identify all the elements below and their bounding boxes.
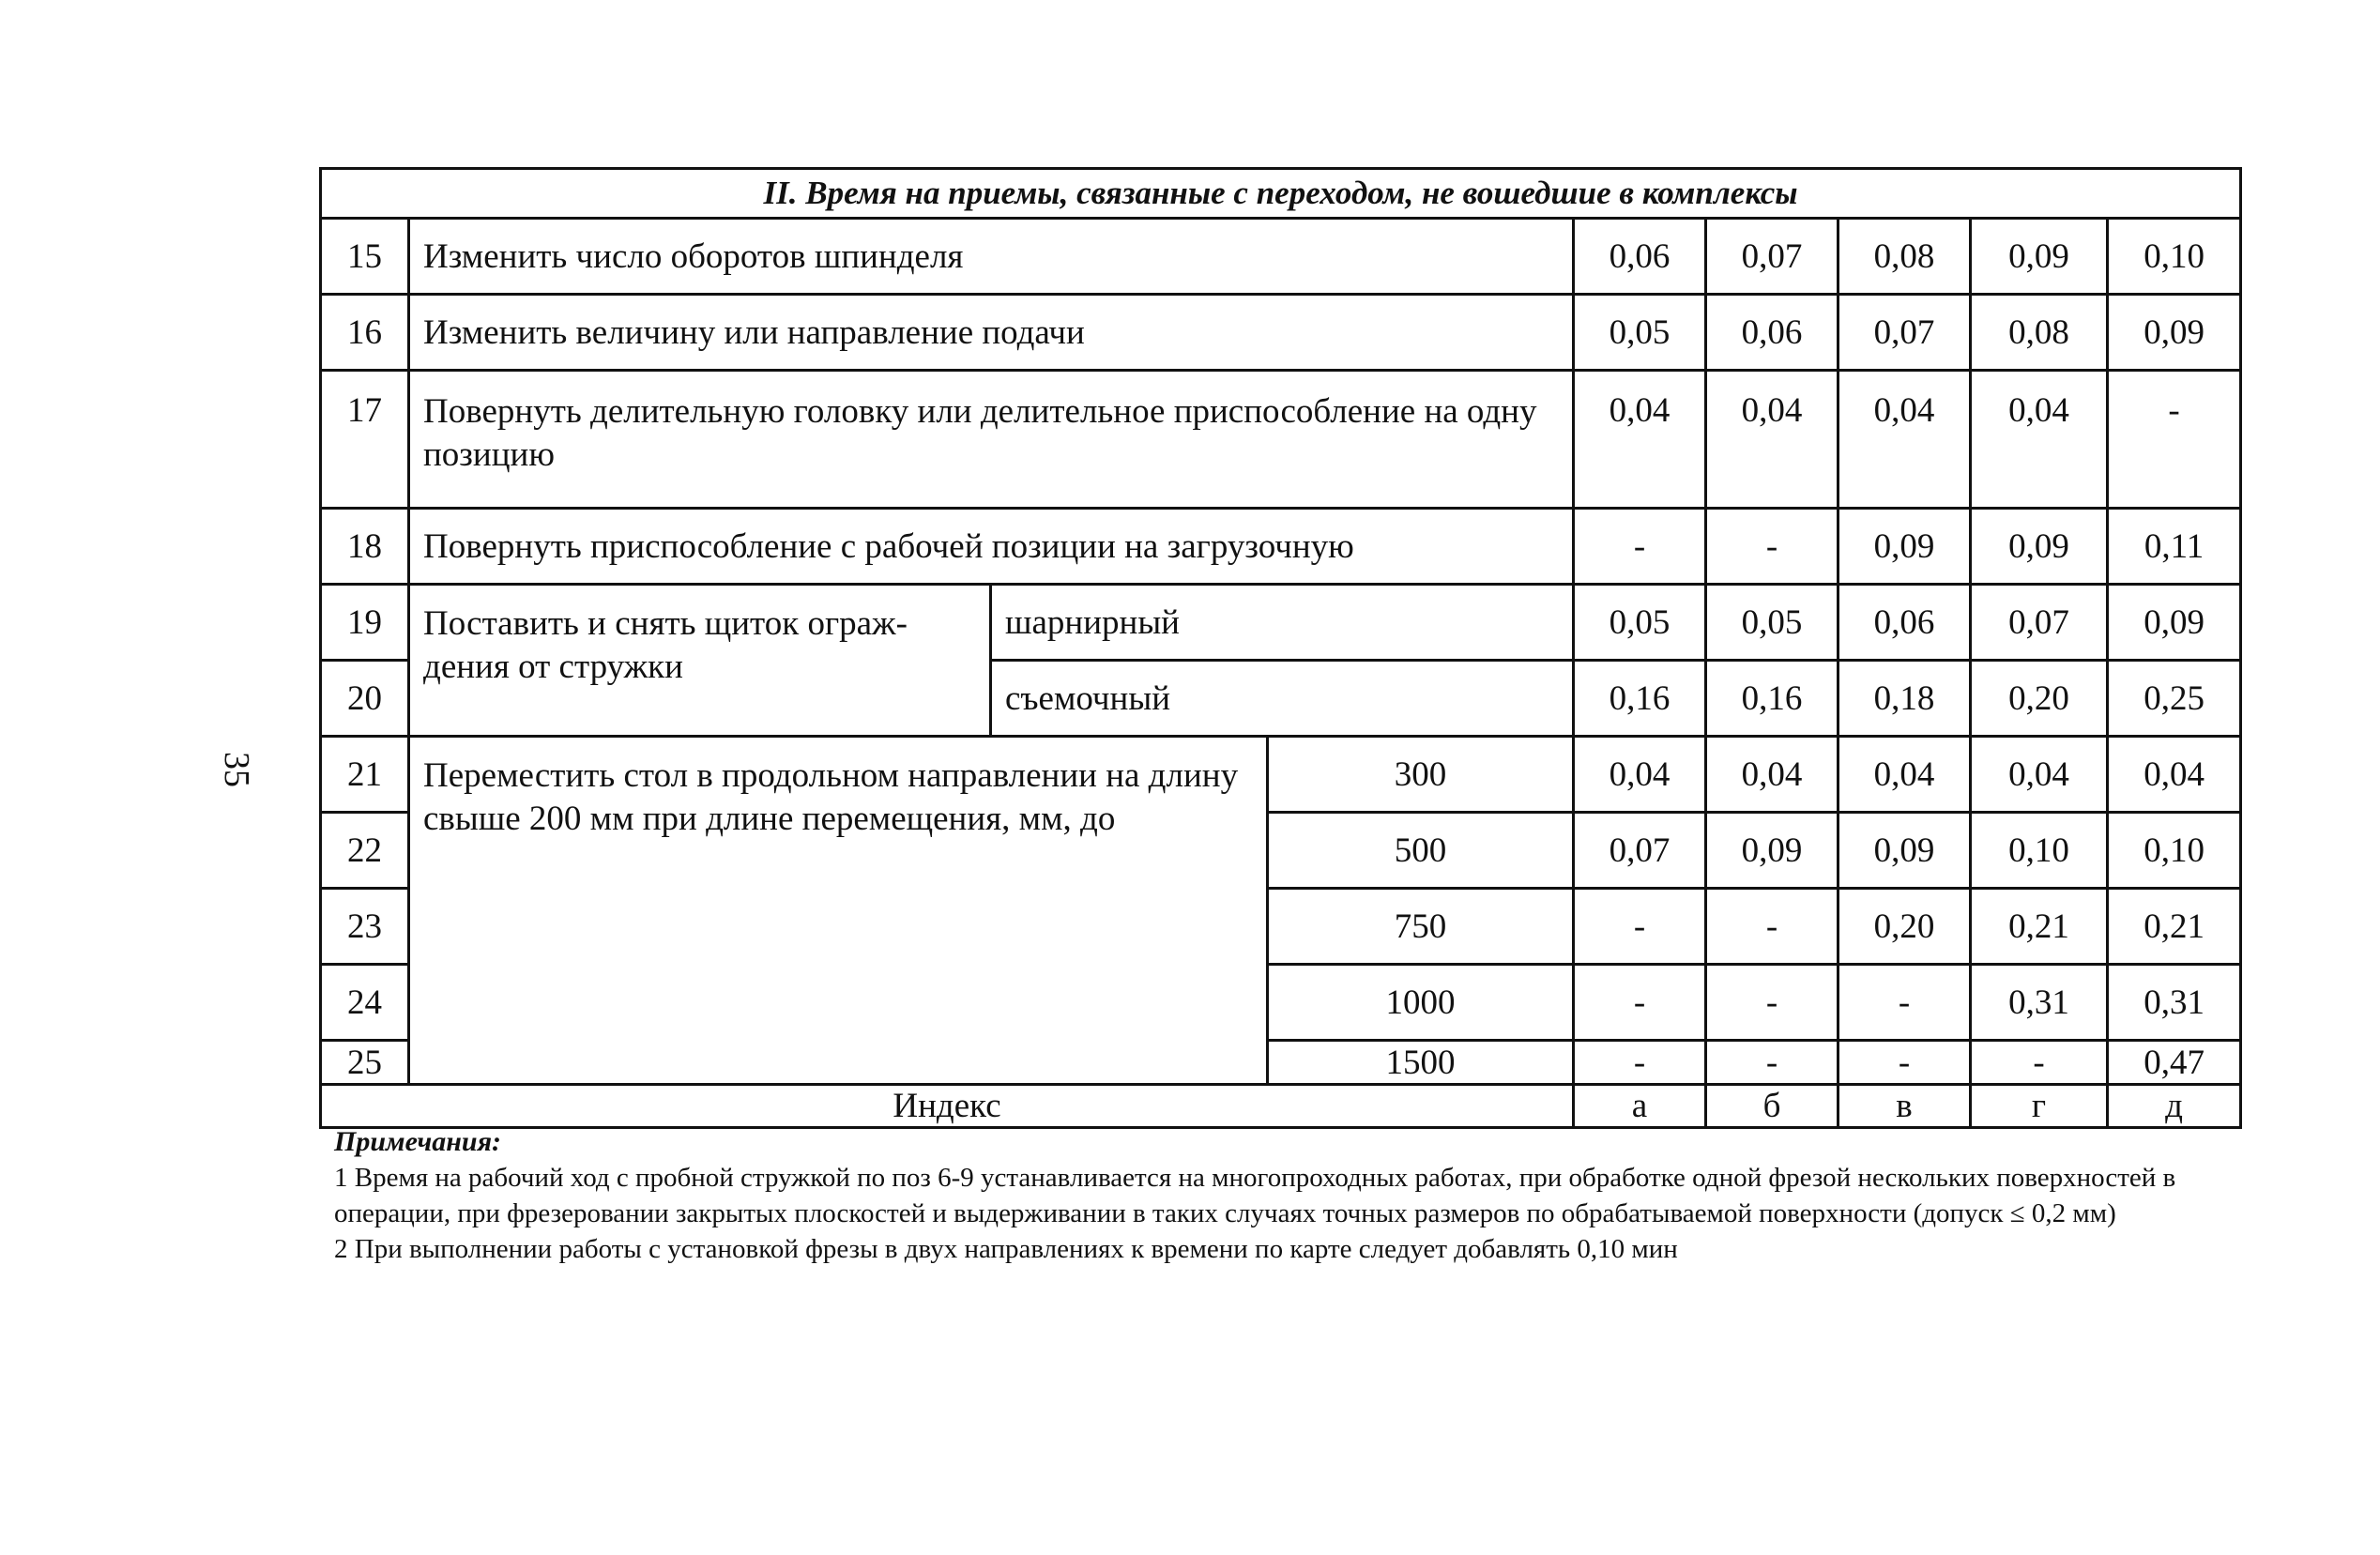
value-cell: 0,11 bbox=[2108, 509, 2241, 585]
move-length: 300 bbox=[1268, 737, 1574, 813]
row-number: 17 bbox=[321, 371, 409, 509]
value-cell: 0,04 bbox=[1971, 371, 2108, 509]
value-cell: 0,04 bbox=[1706, 371, 1838, 509]
value-cell: 0,09 bbox=[2108, 295, 2241, 371]
value-cell: 0,05 bbox=[1574, 585, 1706, 661]
value-cell: 0,07 bbox=[1971, 585, 2108, 661]
table-row bbox=[321, 295, 2241, 371]
table-row bbox=[321, 585, 2241, 661]
value-cell: 0,21 bbox=[2108, 889, 2241, 965]
value-cell: - bbox=[1706, 965, 1838, 1041]
notes bbox=[334, 1124, 2239, 1267]
guard-type: съемочный bbox=[991, 661, 1574, 737]
move-length: 500 bbox=[1268, 813, 1574, 889]
row-number: 24 bbox=[321, 965, 409, 1041]
page-number: 35 bbox=[217, 752, 256, 787]
value-cell: 0,09 bbox=[1706, 813, 1838, 889]
value-cell: 0,25 bbox=[2108, 661, 2241, 737]
row-description: Повернуть приспособление с рабочей позиции на загрузочную bbox=[409, 509, 1574, 585]
row-description: Повернуть делительную головку или делительное приспособление на одну позицию bbox=[409, 371, 1574, 509]
index-row bbox=[321, 1085, 2241, 1128]
guard-description: Поставить и снять щиток ограж-дения от стружки bbox=[409, 585, 991, 737]
table-row bbox=[321, 219, 2241, 295]
value-cell: 0,09 bbox=[2108, 585, 2241, 661]
value-cell: - bbox=[1706, 1041, 1838, 1085]
value-cell: - bbox=[1574, 509, 1706, 585]
value-cell: 0,09 bbox=[1838, 509, 1971, 585]
value-cell: 0,04 bbox=[2108, 737, 2241, 813]
section-title-row bbox=[321, 169, 2241, 219]
value-cell: 0,20 bbox=[1838, 889, 1971, 965]
value-cell: - bbox=[1574, 965, 1706, 1041]
value-cell: 0,16 bbox=[1706, 661, 1838, 737]
row-number: 16 bbox=[321, 295, 409, 371]
value-cell: 0,04 bbox=[1838, 737, 1971, 813]
value-cell: 0,08 bbox=[1838, 219, 1971, 295]
value-cell: 0,06 bbox=[1706, 295, 1838, 371]
row-number: 19 bbox=[321, 585, 409, 661]
move-length: 750 bbox=[1268, 889, 1574, 965]
index-cell: в bbox=[1838, 1085, 1971, 1128]
value-cell: 0,04 bbox=[1574, 737, 1706, 813]
index-cell: д bbox=[2108, 1085, 2241, 1128]
table-row bbox=[321, 371, 2241, 509]
move-length: 1500 bbox=[1268, 1041, 1574, 1085]
value-cell: 0,05 bbox=[1706, 585, 1838, 661]
table-row bbox=[321, 737, 2241, 813]
value-cell: - bbox=[1838, 1041, 1971, 1085]
index-cell: б bbox=[1706, 1085, 1838, 1128]
value-cell: - bbox=[1706, 509, 1838, 585]
section-title: II. Время на приемы, связанные с переходом, не вошедшие в комплексы bbox=[321, 169, 2241, 219]
value-cell: 0,06 bbox=[1574, 219, 1706, 295]
value-cell: 0,21 bbox=[1971, 889, 2108, 965]
index-label: Индекс bbox=[321, 1085, 1574, 1128]
row-number: 25 bbox=[321, 1041, 409, 1085]
table-move-description: Переместить стол в продольном направлении на длину свыше 200 мм при длине перемещения, мм, до bbox=[409, 737, 1268, 1085]
row-description: Изменить число оборотов шпинделя bbox=[409, 219, 1574, 295]
row-number: 21 bbox=[321, 737, 409, 813]
guard-type: шарнирный bbox=[991, 585, 1574, 661]
row-number: 23 bbox=[321, 889, 409, 965]
index-cell: г bbox=[1971, 1085, 2108, 1128]
value-cell: - bbox=[1574, 1041, 1706, 1085]
notes-heading: Примечания: bbox=[334, 1126, 502, 1157]
value-cell: 0,05 bbox=[1574, 295, 1706, 371]
value-cell: 0,06 bbox=[1838, 585, 1971, 661]
note-item: 1 Время на рабочий ход с пробной стружкой по поз 6-9 устанавливается на многопроходных работах, при обработке одной фрезой нескольких поверхностей в операции, при фрезеровании закрытых плоскостей и выдерживании в таких случаях точных размеров по обрабатываемой поверхности (допуск ≤ 0,2 мм) bbox=[334, 1163, 2176, 1228]
value-cell: 0,09 bbox=[1971, 219, 2108, 295]
value-cell: 0,10 bbox=[2108, 813, 2241, 889]
value-cell: - bbox=[1971, 1041, 2108, 1085]
move-length: 1000 bbox=[1268, 965, 1574, 1041]
value-cell: 0,07 bbox=[1574, 813, 1706, 889]
row-number: 22 bbox=[321, 813, 409, 889]
value-cell: - bbox=[1838, 965, 1971, 1041]
value-cell: 0,10 bbox=[2108, 219, 2241, 295]
value-cell: 0,04 bbox=[1838, 371, 1971, 509]
note-item: 2 При выполнении работы с установкой фрезы в двух направлениях к времени по карте следует добавлять 0,10 мин bbox=[334, 1234, 1678, 1264]
value-cell: 0,04 bbox=[1574, 371, 1706, 509]
value-cell: 0,08 bbox=[1971, 295, 2108, 371]
value-cell: - bbox=[1706, 889, 1838, 965]
index-cell: а bbox=[1574, 1085, 1706, 1128]
row-number: 15 bbox=[321, 219, 409, 295]
value-cell: 0,09 bbox=[1971, 509, 2108, 585]
value-cell: 0,47 bbox=[2108, 1041, 2241, 1085]
time-norms-table bbox=[319, 167, 2242, 1129]
value-cell: 0,16 bbox=[1574, 661, 1706, 737]
row-number: 20 bbox=[321, 661, 409, 737]
value-cell: 0,10 bbox=[1971, 813, 2108, 889]
row-number: 18 bbox=[321, 509, 409, 585]
row-description: Изменить величину или направление подачи bbox=[409, 295, 1574, 371]
value-cell: 0,07 bbox=[1706, 219, 1838, 295]
value-cell: 0,09 bbox=[1838, 813, 1971, 889]
value-cell: 0,18 bbox=[1838, 661, 1971, 737]
value-cell: 0,07 bbox=[1838, 295, 1971, 371]
value-cell: 0,31 bbox=[2108, 965, 2241, 1041]
value-cell: 0,31 bbox=[1971, 965, 2108, 1041]
value-cell: 0,04 bbox=[1706, 737, 1838, 813]
table-row bbox=[321, 509, 2241, 585]
value-cell: - bbox=[2108, 371, 2241, 509]
value-cell: - bbox=[1574, 889, 1706, 965]
value-cell: 0,04 bbox=[1971, 737, 2108, 813]
value-cell: 0,20 bbox=[1971, 661, 2108, 737]
